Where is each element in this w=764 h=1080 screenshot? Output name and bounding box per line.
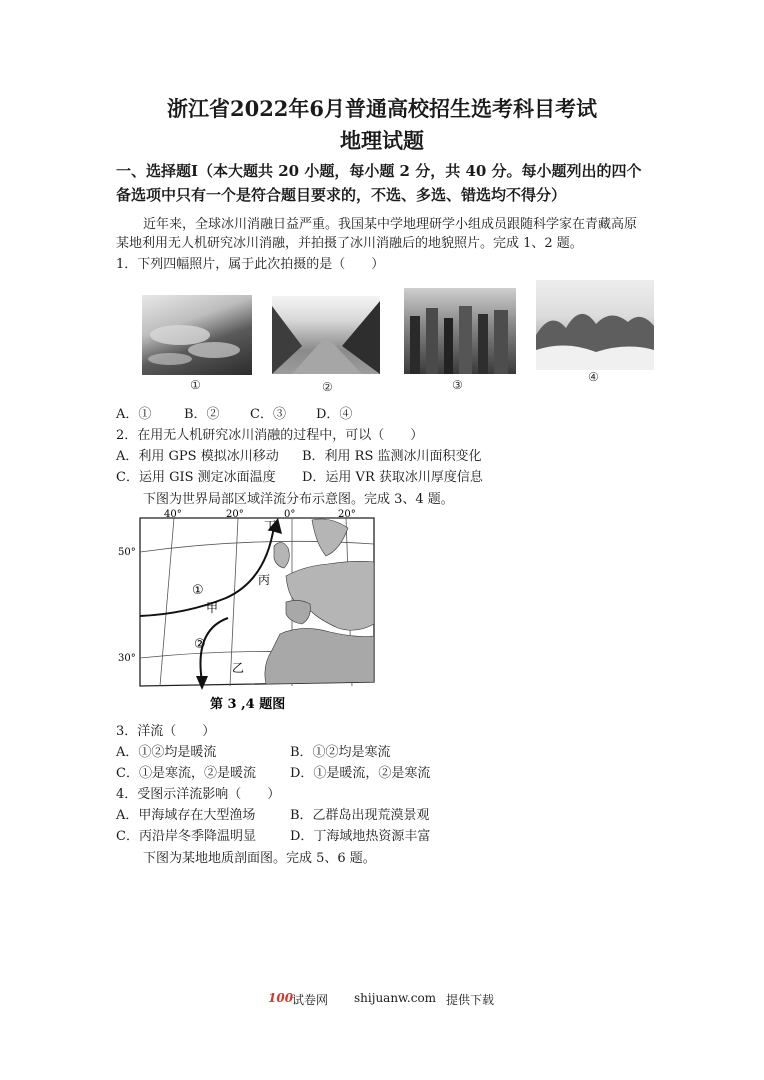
photo-1-label: ① <box>190 378 201 392</box>
intro-q1-2-line2: 某地利用无人机研究冰川消融，并拍摄了冰川消融后的地貌照片。完成 1、2 题。 <box>116 236 583 251</box>
q4-option-b: B．乙群岛出现荒漠景观 <box>290 808 430 823</box>
q3-option-a: A．①②均是暖流 <box>116 745 217 760</box>
footer-logo: 100 <box>268 991 294 1005</box>
q1-option-a: A．① <box>116 407 152 422</box>
intro-q5-6: 下图为某地地质剖面图。完成 5、6 题。 <box>143 851 376 866</box>
map-lat-label-50: 50° <box>118 547 136 558</box>
photo-3 <box>404 288 516 374</box>
photo-2-image <box>272 296 380 374</box>
map-marker-2: ② <box>194 637 206 652</box>
paper-title: 浙江省2022年6月普通高校招生选考科目考试 <box>166 96 598 121</box>
photo-3-image <box>404 288 516 374</box>
map-lon-label-40w: 40° <box>164 509 182 520</box>
photo-2 <box>272 296 380 374</box>
footer-site-name: 试卷网 <box>292 993 329 1007</box>
photo-3-label: ③ <box>452 378 463 392</box>
q1-option-c: C．③ <box>250 407 286 422</box>
footer-note: 提供下载 <box>446 993 495 1007</box>
map-marker-bing: 丙 <box>258 573 271 587</box>
q2-option-d: D．运用 VR 获取冰川厚度信息 <box>302 470 483 485</box>
map-marker-yi: 乙 <box>232 661 245 675</box>
map-land-africa <box>265 628 374 684</box>
footer-url-link[interactable]: shijuanw.com <box>354 991 437 1005</box>
photo-2-label: ② <box>322 380 333 394</box>
q4-option-d: D．丁海域地热资源丰富 <box>290 829 431 844</box>
photo-4-image <box>536 280 654 370</box>
q4-stem: 4．受图示洋流影响（ ） <box>116 787 281 802</box>
q3-option-b: B．①②均是寒流 <box>290 745 391 760</box>
q4-option-a: A．甲海域存在大型渔场 <box>116 808 256 823</box>
q1-option-b: B．② <box>184 407 220 422</box>
q3-stem: 3．洋流（ ） <box>116 724 216 739</box>
map-caption: 第 3 ,4 题图 <box>210 697 286 712</box>
map-lon-label-0: 0° <box>284 509 296 520</box>
map-lat-label-30: 30° <box>118 653 136 664</box>
q2-stem: 2．在用无人机研究冰川消融的过程中，可以（ ） <box>116 428 424 443</box>
map-lon-label-20w: 20° <box>226 509 244 520</box>
q3-option-d: D．①是暖流，②是寒流 <box>290 766 431 781</box>
photo-1 <box>142 295 252 375</box>
photo-4-label: ④ <box>588 370 599 384</box>
ocean-current-map <box>116 506 378 714</box>
q1-stem: 1．下列四幅照片，属于此次拍摄的是（ ） <box>116 257 385 272</box>
q1-option-d: D．④ <box>316 407 353 422</box>
q2-option-b: B．利用 RS 监测冰川面积变化 <box>302 449 482 464</box>
intro-q1-2-line1: 近年来，全球冰川消融日益严重。我国某中学地理研学小组成员跟随科学家在青藏高原 <box>143 217 638 232</box>
photo-1-image <box>142 295 252 375</box>
map-lon-label-20e: 20° <box>338 509 356 520</box>
section-header-line2: 备选项中只有一个是符合题目要求的，不选、多选、错选均不得分） <box>116 186 567 204</box>
map-marker-jia: 甲 <box>206 601 219 615</box>
intro-q3-4: 下图为世界局部区域洋流分布示意图。完成 3、4 题。 <box>143 492 454 507</box>
q4-option-c: C．丙沿岸冬季降温明显 <box>116 829 256 844</box>
q3-option-c: C．①是寒流，②是暖流 <box>116 766 256 781</box>
q2-option-c: C．运用 GIS 测定冰面温度 <box>116 470 276 485</box>
map-marker-ding: 丁 <box>264 519 277 533</box>
section-header-line1: 一、选择题Ⅰ（本大题共 20 小题，每小题 2 分，共 40 分。每小题列出的四个 <box>116 162 642 180</box>
map-marker-1: ① <box>192 583 204 598</box>
photo-4 <box>536 280 654 370</box>
paper-subtitle: 地理试题 <box>340 128 424 153</box>
q2-option-a: A．利用 GPS 模拟冰川移动 <box>116 449 279 464</box>
